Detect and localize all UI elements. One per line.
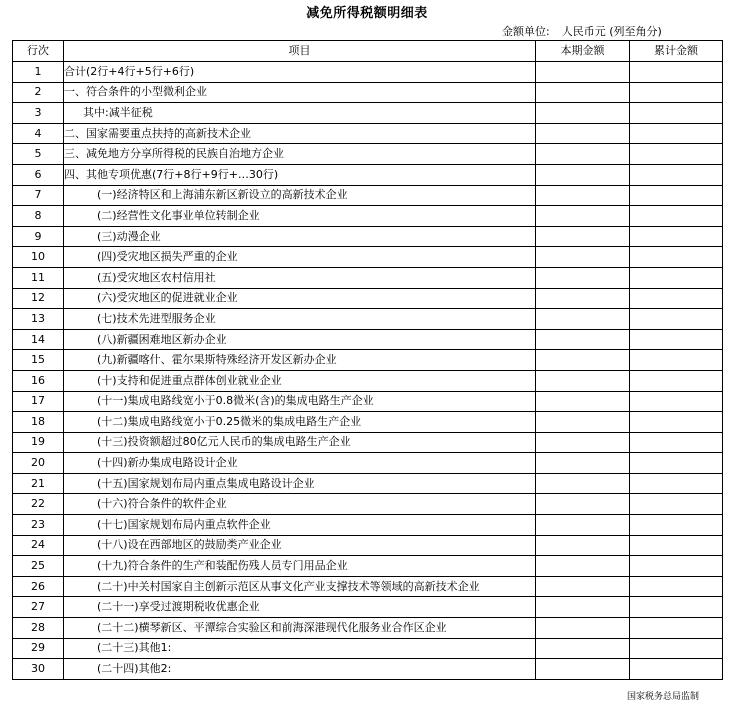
- current-amount-cell[interactable]: [536, 597, 630, 618]
- cumulative-amount-cell[interactable]: [630, 185, 723, 206]
- table-row: [13, 226, 723, 247]
- current-amount-cell[interactable]: [536, 370, 630, 391]
- column-header-current-amount: 本期金额: [536, 41, 630, 62]
- table-row: [13, 412, 723, 433]
- table-row: [13, 494, 723, 515]
- row-item-label: (十二)集成电路线宽小于0.25微米的集成电路生产企业: [64, 412, 536, 433]
- row-item-label: (十八)设在西部地区的鼓励类产业企业: [64, 535, 536, 556]
- row-item-label: (二十三)其他1:: [64, 638, 536, 659]
- current-amount-cell[interactable]: [536, 164, 630, 185]
- current-amount-cell[interactable]: [536, 576, 630, 597]
- row-item-label: (十七)国家规划布局内重点软件企业: [64, 515, 536, 536]
- current-amount-cell[interactable]: [536, 412, 630, 433]
- cumulative-amount-cell[interactable]: [630, 288, 723, 309]
- current-amount-cell[interactable]: [536, 350, 630, 371]
- table-row: [13, 350, 723, 371]
- row-number: 7: [13, 185, 64, 206]
- cumulative-amount-cell[interactable]: [630, 206, 723, 227]
- currency-unit: [502, 23, 662, 39]
- row-item-label: 二、国家需要重点扶持的高新技术企业: [64, 123, 536, 144]
- row-item-label: (二)经营性文化事业单位转制企业: [64, 206, 536, 227]
- table-row: [13, 618, 723, 639]
- table-row: [13, 247, 723, 268]
- cumulative-amount-cell[interactable]: [630, 144, 723, 165]
- current-amount-cell[interactable]: [536, 659, 630, 680]
- table-row: [13, 556, 723, 577]
- table-row: [13, 638, 723, 659]
- current-amount-cell[interactable]: [536, 247, 630, 268]
- current-amount-cell[interactable]: [536, 288, 630, 309]
- cumulative-amount-cell[interactable]: [630, 226, 723, 247]
- table-row: [13, 453, 723, 474]
- current-amount-cell[interactable]: [536, 144, 630, 165]
- row-number: 2: [13, 82, 64, 103]
- row-item-label: (六)受灾地区的促进就业企业: [64, 288, 536, 309]
- cumulative-amount-cell[interactable]: [630, 576, 723, 597]
- row-number: 9: [13, 226, 64, 247]
- cumulative-amount-cell[interactable]: [630, 556, 723, 577]
- row-number: 23: [13, 515, 64, 536]
- cumulative-amount-cell[interactable]: [630, 494, 723, 515]
- table-row: [13, 123, 723, 144]
- row-number: 19: [13, 432, 64, 453]
- row-number: 27: [13, 597, 64, 618]
- row-item-label: 其中:减半征税: [64, 103, 536, 124]
- row-number: 30: [13, 659, 64, 680]
- row-item-label: (十)支持和促进重点群体创业就业企业: [64, 370, 536, 391]
- row-item-label: (十一)集成电路线宽小于0.8微米(含)的集成电路生产企业: [64, 391, 536, 412]
- cumulative-amount-cell[interactable]: [630, 329, 723, 350]
- current-amount-cell[interactable]: [536, 535, 630, 556]
- table-row: [13, 329, 723, 350]
- cumulative-amount-cell[interactable]: [630, 535, 723, 556]
- row-number: 21: [13, 473, 64, 494]
- row-item-label: (十六)符合条件的软件企业: [64, 494, 536, 515]
- table-row: [13, 62, 723, 83]
- current-amount-cell[interactable]: [536, 494, 630, 515]
- cumulative-amount-cell[interactable]: [630, 515, 723, 536]
- row-number: 4: [13, 123, 64, 144]
- cumulative-amount-cell[interactable]: [630, 453, 723, 474]
- row-item-label: 合计(2行+4行+5行+6行): [64, 62, 536, 83]
- cumulative-amount-cell[interactable]: [630, 412, 723, 433]
- current-amount-cell[interactable]: [536, 618, 630, 639]
- row-number: 12: [13, 288, 64, 309]
- table-body: [13, 62, 723, 680]
- cumulative-amount-cell[interactable]: [630, 164, 723, 185]
- cumulative-amount-cell[interactable]: [630, 638, 723, 659]
- row-item-label: (十四)新办集成电路设计企业: [64, 453, 536, 474]
- current-amount-cell[interactable]: [536, 206, 630, 227]
- row-item-label: 一、符合条件的小型微利企业: [64, 82, 536, 103]
- table-row: [13, 185, 723, 206]
- column-header-cumulative-amount: 累计金额: [630, 41, 723, 62]
- table-header-row: [13, 41, 723, 62]
- table-row: [13, 206, 723, 227]
- cumulative-amount-cell[interactable]: [630, 370, 723, 391]
- current-amount-cell[interactable]: [536, 123, 630, 144]
- row-item-label: (十九)符合条件的生产和装配伤残人员专门用品企业: [64, 556, 536, 577]
- current-amount-cell[interactable]: [536, 309, 630, 330]
- current-amount-cell[interactable]: [536, 453, 630, 474]
- current-amount-cell[interactable]: [536, 391, 630, 412]
- cumulative-amount-cell[interactable]: [630, 123, 723, 144]
- row-item-label: (十五)国家规划布局内重点集成电路设计企业: [64, 473, 536, 494]
- table-row: [13, 267, 723, 288]
- row-item-label: (四)受灾地区损失严重的企业: [64, 247, 536, 268]
- row-number: 16: [13, 370, 64, 391]
- table-row: [13, 473, 723, 494]
- row-item-label: 四、其他专项优惠(7行+8行+9行+…30行): [64, 164, 536, 185]
- cumulative-amount-cell[interactable]: [630, 350, 723, 371]
- table-row: [13, 535, 723, 556]
- row-number: 1: [13, 62, 64, 83]
- row-number: 28: [13, 618, 64, 639]
- cumulative-amount-cell[interactable]: [630, 432, 723, 453]
- current-amount-cell[interactable]: [536, 329, 630, 350]
- column-header-row-no: 行次: [13, 41, 64, 62]
- row-number: 11: [13, 267, 64, 288]
- row-item-label: 三、减免地方分享所得税的民族自治地方企业: [64, 144, 536, 165]
- row-item-label: (八)新疆困难地区新办企业: [64, 329, 536, 350]
- row-item-label: (二十四)其他2:: [64, 659, 536, 680]
- table-row: [13, 659, 723, 680]
- cumulative-amount-cell[interactable]: [630, 309, 723, 330]
- cumulative-amount-cell[interactable]: [630, 391, 723, 412]
- table-row: [13, 309, 723, 330]
- row-item-label: (九)新疆喀什、霍尔果斯特殊经济开发区新办企业: [64, 350, 536, 371]
- cumulative-amount-cell[interactable]: [630, 267, 723, 288]
- row-number: 25: [13, 556, 64, 577]
- current-amount-cell[interactable]: [536, 82, 630, 103]
- table-row: [13, 103, 723, 124]
- tax-reduction-table: [12, 40, 723, 680]
- row-item-label: (七)技术先进型服务企业: [64, 309, 536, 330]
- row-number: 3: [13, 103, 64, 124]
- row-item-label: (五)受灾地区农村信用社: [64, 267, 536, 288]
- current-amount-cell[interactable]: [536, 638, 630, 659]
- row-number: 13: [13, 309, 64, 330]
- row-number: 26: [13, 576, 64, 597]
- row-item-label: (一)经济特区和上海浦东新区新设立的高新技术企业: [64, 185, 536, 206]
- current-amount-cell[interactable]: [536, 432, 630, 453]
- current-amount-cell[interactable]: [536, 267, 630, 288]
- footer-note: 国家税务总局监制: [626, 692, 699, 702]
- row-number: 5: [13, 144, 64, 165]
- current-amount-cell[interactable]: [536, 473, 630, 494]
- current-amount-cell[interactable]: [536, 226, 630, 247]
- table-row: [13, 391, 723, 412]
- cumulative-amount-cell[interactable]: [630, 659, 723, 680]
- row-number: 8: [13, 206, 64, 227]
- unit-value: 人民币元 (列至角分): [561, 25, 662, 38]
- table-row: [13, 370, 723, 391]
- row-number: 17: [13, 391, 64, 412]
- row-number: 22: [13, 494, 64, 515]
- current-amount-cell[interactable]: [536, 556, 630, 577]
- cumulative-amount-cell[interactable]: [630, 618, 723, 639]
- current-amount-cell[interactable]: [536, 185, 630, 206]
- current-amount-cell[interactable]: [536, 515, 630, 536]
- column-header-item: 项目: [64, 41, 536, 62]
- table-row: [13, 164, 723, 185]
- row-item-label: (三)动漫企业: [64, 226, 536, 247]
- cumulative-amount-cell[interactable]: [630, 82, 723, 103]
- row-number: 10: [13, 247, 64, 268]
- cumulative-amount-cell[interactable]: [630, 62, 723, 83]
- row-item-label: (二十一)享受过渡期税收优惠企业: [64, 597, 536, 618]
- table-row: [13, 576, 723, 597]
- table-row: [13, 597, 723, 618]
- row-number: 15: [13, 350, 64, 371]
- row-item-label: (二十二)横琴新区、平潭综合实验区和前海深港现代化服务业合作区企业: [64, 618, 536, 639]
- cumulative-amount-cell[interactable]: [630, 247, 723, 268]
- row-number: 18: [13, 412, 64, 433]
- row-number: 24: [13, 535, 64, 556]
- row-number: 6: [13, 164, 64, 185]
- row-item-label: (二十)中关村国家自主创新示范区从事文化产业支撑技术等领域的高新技术企业: [64, 576, 536, 597]
- table-row: [13, 288, 723, 309]
- row-number: 29: [13, 638, 64, 659]
- cumulative-amount-cell[interactable]: [630, 597, 723, 618]
- row-number: 20: [13, 453, 64, 474]
- cumulative-amount-cell[interactable]: [630, 103, 723, 124]
- row-item-label: (十三)投资额超过80亿元人民币的集成电路生产企业: [64, 432, 536, 453]
- table-row: [13, 432, 723, 453]
- unit-label: 金额单位:: [502, 25, 550, 38]
- table-row: [13, 82, 723, 103]
- table-row: [13, 144, 723, 165]
- form-title: 减免所得税额明细表: [306, 6, 428, 21]
- cumulative-amount-cell[interactable]: [630, 473, 723, 494]
- row-number: 14: [13, 329, 64, 350]
- table-row: [13, 515, 723, 536]
- current-amount-cell[interactable]: [536, 62, 630, 83]
- current-amount-cell[interactable]: [536, 103, 630, 124]
